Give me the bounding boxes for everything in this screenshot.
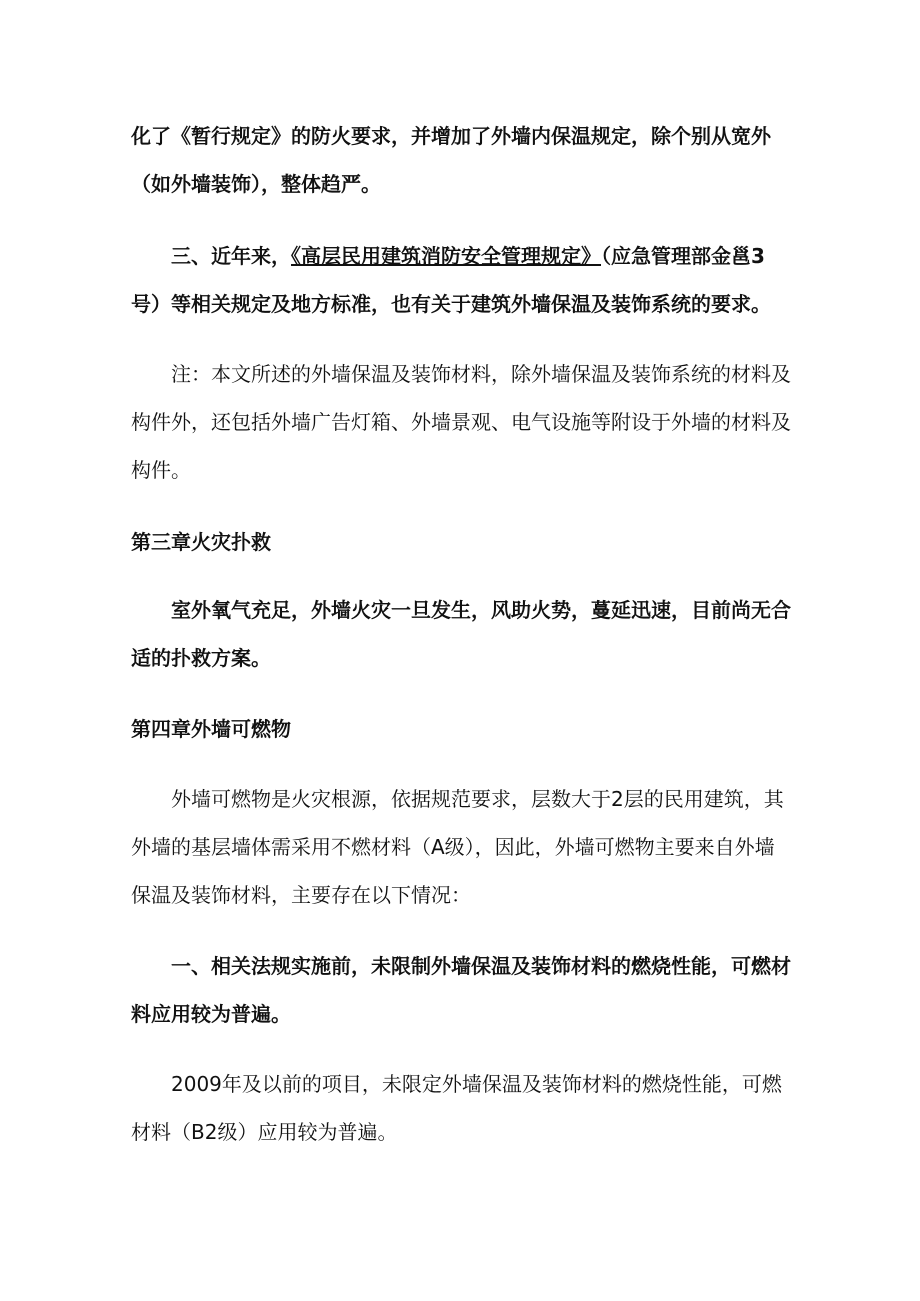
paragraph-note	[131, 350, 793, 494]
chapter-three-heading	[131, 518, 793, 566]
paragraph-text: 2009年及以前的项目，未限定外墙保温及装饰材料的燃烧性能，可燃材料（B2级）应用较为普遍。	[131, 1072, 782, 1144]
chapter-four-heading	[131, 705, 793, 753]
paragraph-text: 化了《暂行规定》的防火要求，并增加了外墙内保温规定，除个别从宽外（如外墙装饰），整体趋严。	[131, 124, 771, 196]
paragraph-text: 一、相关法规实施前，未限制外墙保温及装饰材料的燃烧性能，可燃材料应用较为普遍。	[131, 954, 791, 1026]
paragraph-text: （应急管理部金邕3号）等相关规定及地方标准，也有关于建筑外墙保温及装饰系统的要求。	[131, 244, 771, 316]
paragraph-continuation	[131, 112, 793, 208]
paragraph-section-three	[131, 232, 793, 328]
chapter-four-body	[131, 775, 793, 919]
section-one-heading	[131, 942, 793, 1038]
paragraph-text: 室外氧气充足，外墙火灾一旦发生，风助火势，蔓延迅速，目前尚无合适的扑救方案。	[131, 598, 791, 670]
section-one-body	[131, 1060, 793, 1156]
paragraph-text: 外墙可燃物是火灾根源，依据规范要求，层数大于2层的民用建筑，其外墙的基层墙体需采用不燃材料（A级），因此，外墙可燃物主要来自外墙保温及装饰材料，主要存在以下情况：	[131, 787, 784, 907]
heading-text: 第三章火灾扑救	[131, 530, 271, 554]
paragraph-text: 三、近年来，	[171, 244, 291, 268]
regulation-title-link[interactable]: 《高层民用建筑消防安全管理规定》	[291, 244, 601, 268]
heading-text: 第四章外墙可燃物	[131, 717, 291, 741]
chapter-three-body	[131, 586, 793, 682]
paragraph-text: 注：本文所述的外墙保温及装饰材料，除外墙保温及装饰系统的材料及构件外，还包括外墙广告灯箱、外墙景观、电气设施等附设于外墙的材料及构件。	[131, 362, 791, 482]
